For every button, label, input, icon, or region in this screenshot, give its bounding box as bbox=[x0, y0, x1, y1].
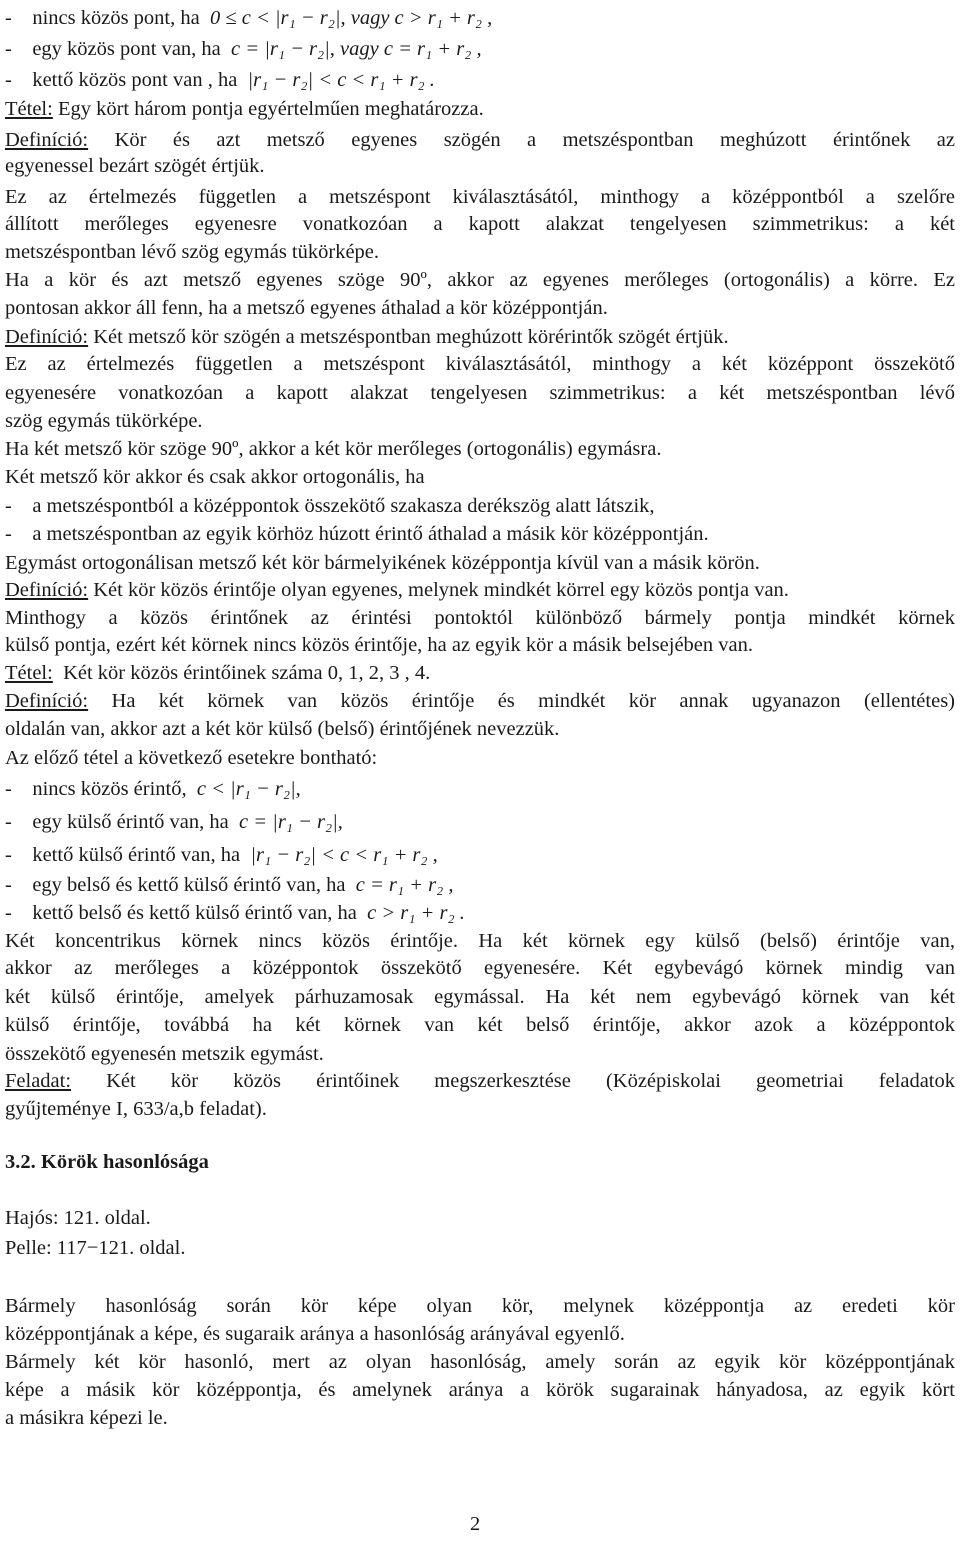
theorem-label: Tétel: bbox=[5, 662, 53, 684]
case-item-1: - nincs közös érintő, c < |r₁ − r₂|, bbox=[5, 778, 301, 800]
para-10-line1: Bármely hasonlóság során kör képe olyan kör, melynek középpontja az eredeti kör bbox=[5, 1295, 955, 1317]
para-3-line3: szög egymás tükörképe. bbox=[5, 410, 203, 432]
ortho-item-1: - a metszéspontból a középpontok összekötő szakasza derékszög alatt látszik, bbox=[5, 495, 655, 517]
cond-item-1: - nincs közös pont, ha 0 ≤ c < |r₁ − r₂|, vagy c > r₁ + r₂ , bbox=[5, 7, 493, 29]
section-heading: 3.2. Körök hasonlósága bbox=[5, 1151, 209, 1173]
formula: 0 ≤ c < |r₁ − r₂|, vagy c > r₁ + r₂ , bbox=[209, 7, 493, 29]
reference-hajos: Hajós: 121. oldal. bbox=[5, 1207, 151, 1229]
definition-4-line2: oldalán van, akkor azt a két kör külső (belső) érintőjének nevezzük. bbox=[5, 718, 560, 740]
formula: c = |r₁ − r₂|, vagy c = r₁ + r₂ , bbox=[231, 38, 482, 60]
formula: c = |r₁ − r₂|, bbox=[239, 811, 343, 833]
cond-item-2: - egy közös pont van, ha c = |r₁ − r₂|, vagy c = r₁ + r₂ , bbox=[5, 38, 482, 60]
ortho-item-2: - a metszéspontban az egyik körhöz húzott érintő áthalad a másik kör középpontján. bbox=[5, 523, 709, 545]
definition-1-line1: Definíció: Kör és azt metsző egyenes szögén a metszéspontban meghúzott érintőnek az bbox=[5, 129, 955, 151]
para-9-line4: külső érintője, továbbá ha két körnek van két belső érintője, akkor azok a középpontok bbox=[5, 1014, 955, 1036]
definition-4-line1: Definíció: Ha két körnek van közös érintője és mindkét kör annak ugyanazon (ellentétes) bbox=[5, 690, 955, 712]
para-11-line2: képe a másik kör középpontja, és amelynek aránya a körök sugarainak hányadosa, az egyik kört bbox=[5, 1379, 955, 1401]
formula: c < |r₁ − r₂|, bbox=[196, 778, 301, 800]
formula: |r₁ − r₂| < c < r₁ + r₂ , bbox=[250, 844, 438, 866]
definition-3: Definíció: Két kör közös érintője olyan egyenes, melynek mindkét körrel egy közös pontja van. bbox=[5, 579, 789, 601]
formula: |r₁ − r₂| < c < r₁ + r₂ . bbox=[247, 69, 435, 91]
para-4: Ha két metsző kör szöge 90º, akkor a két kör merőleges (ortogonális) egymásra. bbox=[5, 438, 662, 460]
para-9-line1: Két koncentrikus körnek nincs közös érintője. Ha két körnek egy külső (belső) érintője van, bbox=[5, 930, 955, 952]
definition-label: Definíció: bbox=[5, 690, 89, 712]
formula: c > r₁ + r₂ . bbox=[367, 902, 465, 924]
cond-item-3: - kettő közös pont van , ha |r₁ − r₂| < c < r₁ + r₂ . bbox=[5, 69, 435, 91]
para-1-line2: állított merőleges egyenesre vonatkozóan a kapott alakzat tengelyesen szimmetrikus: a két bbox=[5, 213, 955, 235]
page-number: 2 bbox=[470, 1513, 481, 1535]
para-11-line1: Bármely két kör hasonló, mert az olyan hasonlóság, amely során az egyik kör középpontjának bbox=[5, 1351, 955, 1373]
definition-2: Definíció: Két metsző kör szögén a metszéspontban meghúzott körérintők szögét értjük. bbox=[5, 326, 729, 348]
definition-label: Definíció: bbox=[5, 579, 89, 601]
definition-1-line2: egyenessel bezárt szögét értjük. bbox=[5, 155, 265, 177]
para-9-line5: összekötő egyenesén metszik egymást. bbox=[5, 1043, 324, 1065]
definition-label: Definíció: bbox=[5, 326, 89, 348]
case-item-4: - egy belső és kettő külső érintő van, ha c = r₁ + r₂ , bbox=[5, 874, 454, 896]
para-3-line2: egyenesére vonatkozóan a kapott alakzat tengelyesen szimmetrikus: a két metszéspontban lévő bbox=[5, 382, 955, 404]
theorem-2: Tétel: Két kör közös érintőinek száma 0, 1, 2, 3 , 4. bbox=[5, 662, 431, 684]
para-8: Az előző tétel a következő esetekre bontható: bbox=[5, 747, 378, 769]
para-6: Egymást ortogonálisan metsző két kör bármelyikének középpontja kívül van a másik körön. bbox=[5, 552, 760, 574]
formula: c = r₁ + r₂ , bbox=[355, 874, 454, 896]
exercise-line2: gyűjteménye I, 633/a,b feladat). bbox=[5, 1098, 267, 1120]
definition-label: Definíció: bbox=[5, 129, 89, 151]
case-item-2: - egy külső érintő van, ha c = |r₁ − r₂|, bbox=[5, 811, 343, 833]
case-item-5: - kettő belső és kettő külső érintő van, ha c > r₁ + r₂ . bbox=[5, 902, 465, 924]
para-3-line1: Ez az értelmezés független a metszéspont kiválasztásától, minthogy a két középpont összekötő bbox=[5, 353, 955, 375]
para-1-line3: metszéspontban lévő szög egymás tükörképe. bbox=[5, 241, 380, 263]
exercise-line1: Feladat: Két kör közös érintőinek megszerkesztése (Középiskolai geometriai feladatok bbox=[5, 1070, 955, 1092]
para-7-line1: Minthogy a közös érintőnek az érintési pontoktól különböző bármely pontja mindkét körnek bbox=[5, 607, 955, 629]
para-7-line2: külső pontja, ezért két körnek nincs közös érintője, ha az egyik kör a másik belsejében van. bbox=[5, 634, 754, 656]
para-1-line1: Ez az értelmezés független a metszéspont kiválasztásától, minthogy a középpontból a szelőre bbox=[5, 186, 955, 208]
para-2-line2: pontosan akkor áll fenn, ha a metsző egyenes áthalad a kör középpontján. bbox=[5, 297, 608, 319]
theorem-1: Tétel: Egy kört három pontja egyértelműen meghatározza. bbox=[5, 98, 484, 120]
exercise-label: Feladat: bbox=[5, 1070, 72, 1092]
para-5: Két metsző kör akkor és csak akkor ortogonális, ha bbox=[5, 466, 425, 488]
case-item-3: - kettő külső érintő van, ha |r₁ − r₂| < c < r₁ + r₂ , bbox=[5, 844, 438, 866]
para-10-line2: középpontjának a képe, és sugaraik aránya a hasonlóság arányával egyenlő. bbox=[5, 1323, 625, 1345]
para-11-line3: a másikra képezi le. bbox=[5, 1407, 168, 1429]
para-9-line2: akkor az merőleges a középpontok összekötő egyenesére. Két egybevágó körnek mindig van bbox=[5, 957, 955, 979]
para-2-line1: Ha a kör és azt metsző egyenes szöge 90º, akkor az egyenes merőleges (ortogonális) a körre. Ez bbox=[5, 269, 955, 291]
theorem-label: Tétel: bbox=[5, 98, 53, 120]
para-9-line3: két külső érintője, amelyek párhuzamosak egymással. Ha két nem egybevágó körnek van két bbox=[5, 986, 955, 1008]
reference-pelle: Pelle: 117−121. oldal. bbox=[5, 1237, 186, 1259]
